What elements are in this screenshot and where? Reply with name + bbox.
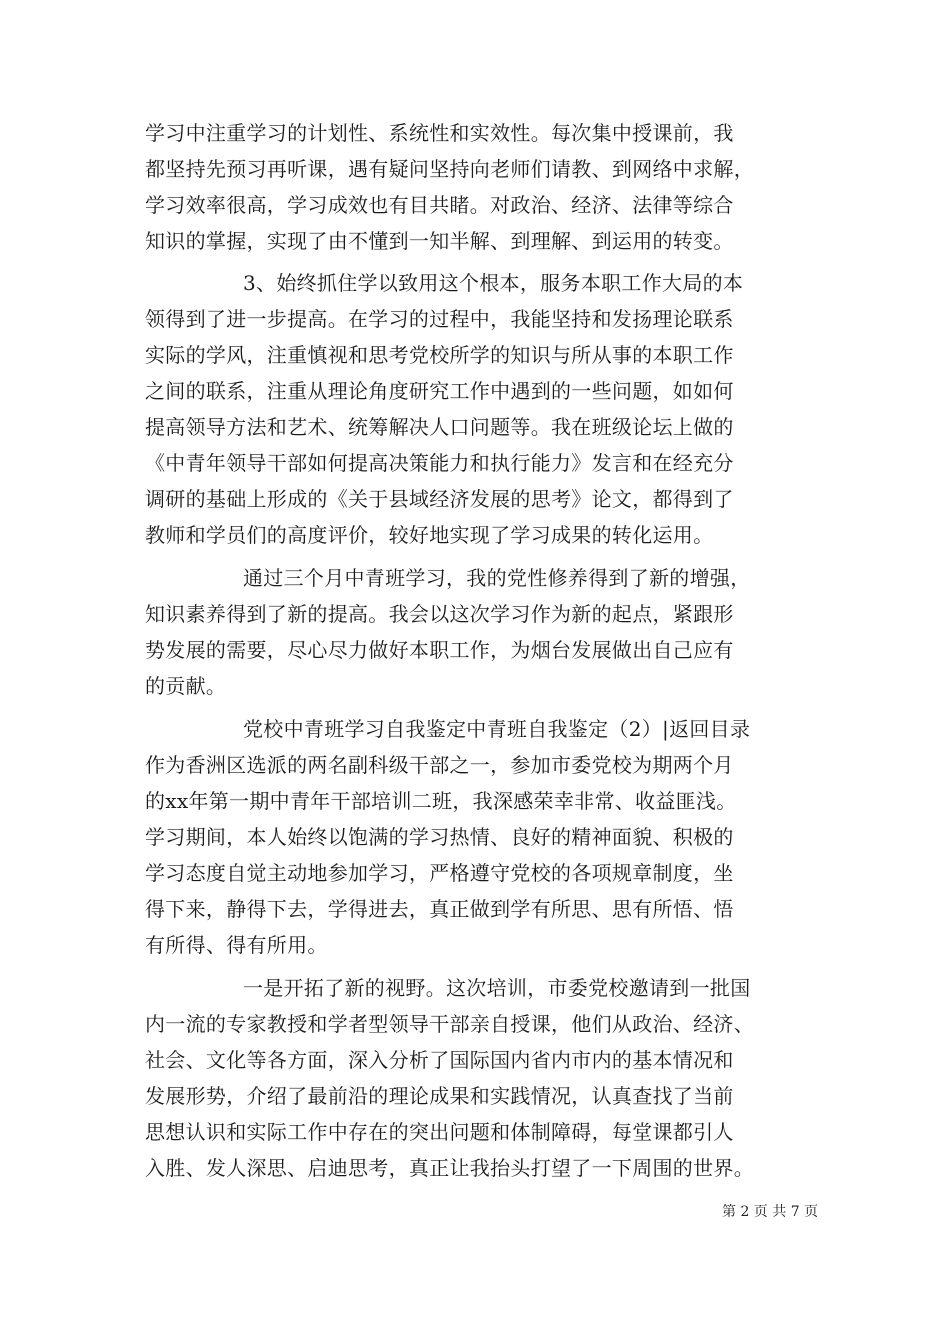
return-to-toc-link[interactable]: |返回目录: [662, 717, 751, 741]
text-line: 学习期间，本人始终以饱满的学习热情、良好的精神面貌、积极的: [145, 825, 734, 849]
text-line: 内一流的专家教授和学者型领导干部亲自授课，他们从政治、经济、: [145, 1012, 754, 1036]
text-line: 一是开拓了新的视野。这次培训，市委党校邀请到一批国: [243, 976, 751, 1000]
text-line: 学习态度自觉主动地参加学习，严格遵守党校的各项规章制度，坐: [145, 861, 734, 885]
section-heading: [243, 714, 923, 744]
text-line: 领得到了进一步提高。在学习的过程中，我能坚持和发扬理论联系: [145, 307, 734, 331]
text-line: 势发展的需要，尽心尽力做好本职工作，为烟台发展做出自己应有: [145, 638, 734, 662]
text-line: 知识素养得到了新的提高。我会以这次学习作为新的起点，紧跟形: [145, 602, 734, 626]
text-line: 都坚持先预习再听课，遇有疑问坚持向老师们请教、到网络中求解，: [145, 157, 754, 181]
text-line: 的xx年第一期中青年干部培训二班，我深感荣幸非常、收益匪浅。: [145, 789, 737, 813]
text-line: 学习效率很高，学习成效也有目共睹。对政治、经济、法律等综合: [145, 193, 734, 217]
text-line: 发展形势，介绍了最前沿的理论成果和实践情况，认真查找了当前: [145, 1084, 734, 1108]
text-line: 作为香洲区选派的两名副科级干部之一，参加市委党校为期两个月: [145, 753, 734, 777]
text-line: 的贡献。: [145, 674, 227, 698]
text-line: 提高领导方法和艺术、统筹解决人口问题等。我在班级论坛上做的: [145, 415, 734, 439]
text-line: 得下来，静得下去，学得进去，真正做到学有所思、思有所悟、悟: [145, 897, 734, 921]
text-line: 之间的联系，注重从理论角度研究工作中遇到的一些问题，如如何: [145, 379, 734, 403]
heading-text: 党校中青班学习自我鉴定中青班自我鉴定（2）: [243, 717, 663, 741]
text-line: 通过三个月中青班学习，我的党性修养得到了新的增强，: [243, 566, 751, 590]
text-line: 思想认识和实际工作中存在的突出问题和体制障碍，每堂课都引人: [145, 1120, 734, 1144]
page-footer: 第 2 页 共 7 页: [722, 1204, 819, 1220]
text-line: 调研的基础上形成的《关于县域经济发展的思考》论文，都得到了: [145, 487, 734, 511]
text-line: 《中青年领导干部如何提高决策能力和执行能力》发言和在经充分: [145, 451, 734, 475]
text-line: 教师和学员们的高度评价，较好地实现了学习成果的转化运用。: [145, 523, 714, 547]
text-line: 知识的掌握，实现了由不懂到一知半解、到理解、到运用的转变。: [145, 229, 734, 253]
text-line: 入胜、发人深思、启迪思考，真正让我抬头打望了一下周围的世界。: [145, 1156, 754, 1180]
text-line: 实际的学风，注重慎视和思考党校所学的知识与所从事的本职工作: [145, 343, 734, 367]
text-line: 3、始终抓住学以致用这个根本，服务本职工作大局的本: [243, 271, 744, 295]
text-line: 有所得、得有所用。: [145, 933, 328, 957]
text-line: 学习中注重学习的计划性、系统性和实效性。每次集中授课前，我: [145, 121, 734, 145]
text-line: 社会、文化等各方面，深入分析了国际国内省内市内的基本情况和: [145, 1048, 734, 1072]
